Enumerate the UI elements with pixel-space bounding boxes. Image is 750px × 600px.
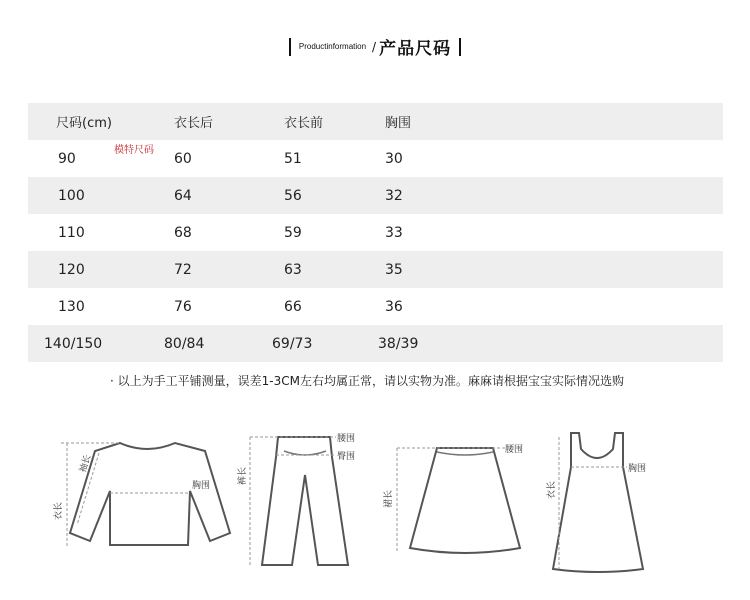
table-cell: 72	[158, 251, 268, 288]
table-cell: 68	[174, 224, 192, 241]
table-row	[28, 288, 723, 325]
table-cell: 90 模特尺码	[28, 140, 158, 177]
table-cell: 110	[58, 224, 85, 241]
table-cell: 130	[58, 298, 85, 315]
skirt-length-label: 裙长	[384, 489, 394, 508]
table-cell: 32	[378, 177, 723, 214]
pants-length-label: 裤长	[238, 466, 248, 485]
dress-length-label: 衣长	[547, 480, 557, 499]
table-row	[28, 140, 723, 177]
pants-waist-label: 腰围	[337, 434, 356, 444]
table-cell: 60	[174, 150, 192, 167]
shirt-sleeve-label: 袖长	[78, 453, 94, 474]
table-cell: 140/150	[28, 325, 158, 362]
table-cell: 80/84	[158, 325, 268, 362]
shirt-length-label: 衣长	[54, 501, 64, 520]
model-size-tag: 模特尺码	[114, 144, 154, 156]
title-cn: 产品尺码	[379, 39, 452, 59]
table-cell: 64	[158, 177, 268, 214]
skirt-diagram	[375, 430, 535, 560]
table-cell: 33	[385, 224, 403, 241]
table-cell: 56	[268, 177, 378, 214]
col-header-size: 尺码(cm)	[28, 103, 158, 140]
pants-diagram	[240, 425, 360, 575]
title-bar-left	[289, 38, 291, 56]
table-cell: 76	[174, 298, 192, 315]
pants-hip-label: 臀围	[337, 452, 356, 462]
col-header-front-length: 衣长前	[268, 103, 378, 140]
table-row	[28, 251, 723, 288]
dress-diagram	[545, 427, 665, 577]
shirt-chest-label: 胸围	[192, 481, 211, 491]
table-cell: 100	[28, 177, 158, 214]
table-cell: 38/39	[378, 325, 723, 362]
table-row	[28, 325, 723, 362]
table-cell: 66	[284, 298, 302, 315]
title-bar-right	[459, 38, 461, 56]
table-cell: 59	[284, 224, 302, 241]
measurement-diagrams	[0, 415, 750, 595]
title-slash: /	[372, 39, 377, 54]
col-header-chest: 胸围	[378, 103, 723, 140]
skirt-waist-label: 腰围	[505, 445, 524, 455]
table-cell: 30	[385, 150, 403, 167]
table-cell: 120	[28, 251, 158, 288]
shirt-diagram	[55, 425, 240, 555]
table-cell: 51	[284, 150, 302, 167]
table-row	[28, 177, 723, 214]
section-title	[0, 34, 750, 59]
dress-chest-label: 胸围	[628, 464, 647, 474]
table-cell: 63	[268, 251, 378, 288]
table-cell: 36	[385, 298, 403, 315]
table-header-row	[28, 103, 723, 140]
measurement-note: · 以上为手工平铺测量，误差1-3CM左右均属正常，请以实物为准。麻麻请根据宝宝实际情况选购	[110, 374, 624, 388]
table-cell: 35	[378, 251, 723, 288]
col-header-back-length: 衣长后	[158, 103, 268, 140]
table-cell: 69/73	[268, 325, 378, 362]
size-table	[28, 103, 723, 362]
title-en: Productinformation	[298, 42, 367, 51]
table-row	[28, 214, 723, 251]
